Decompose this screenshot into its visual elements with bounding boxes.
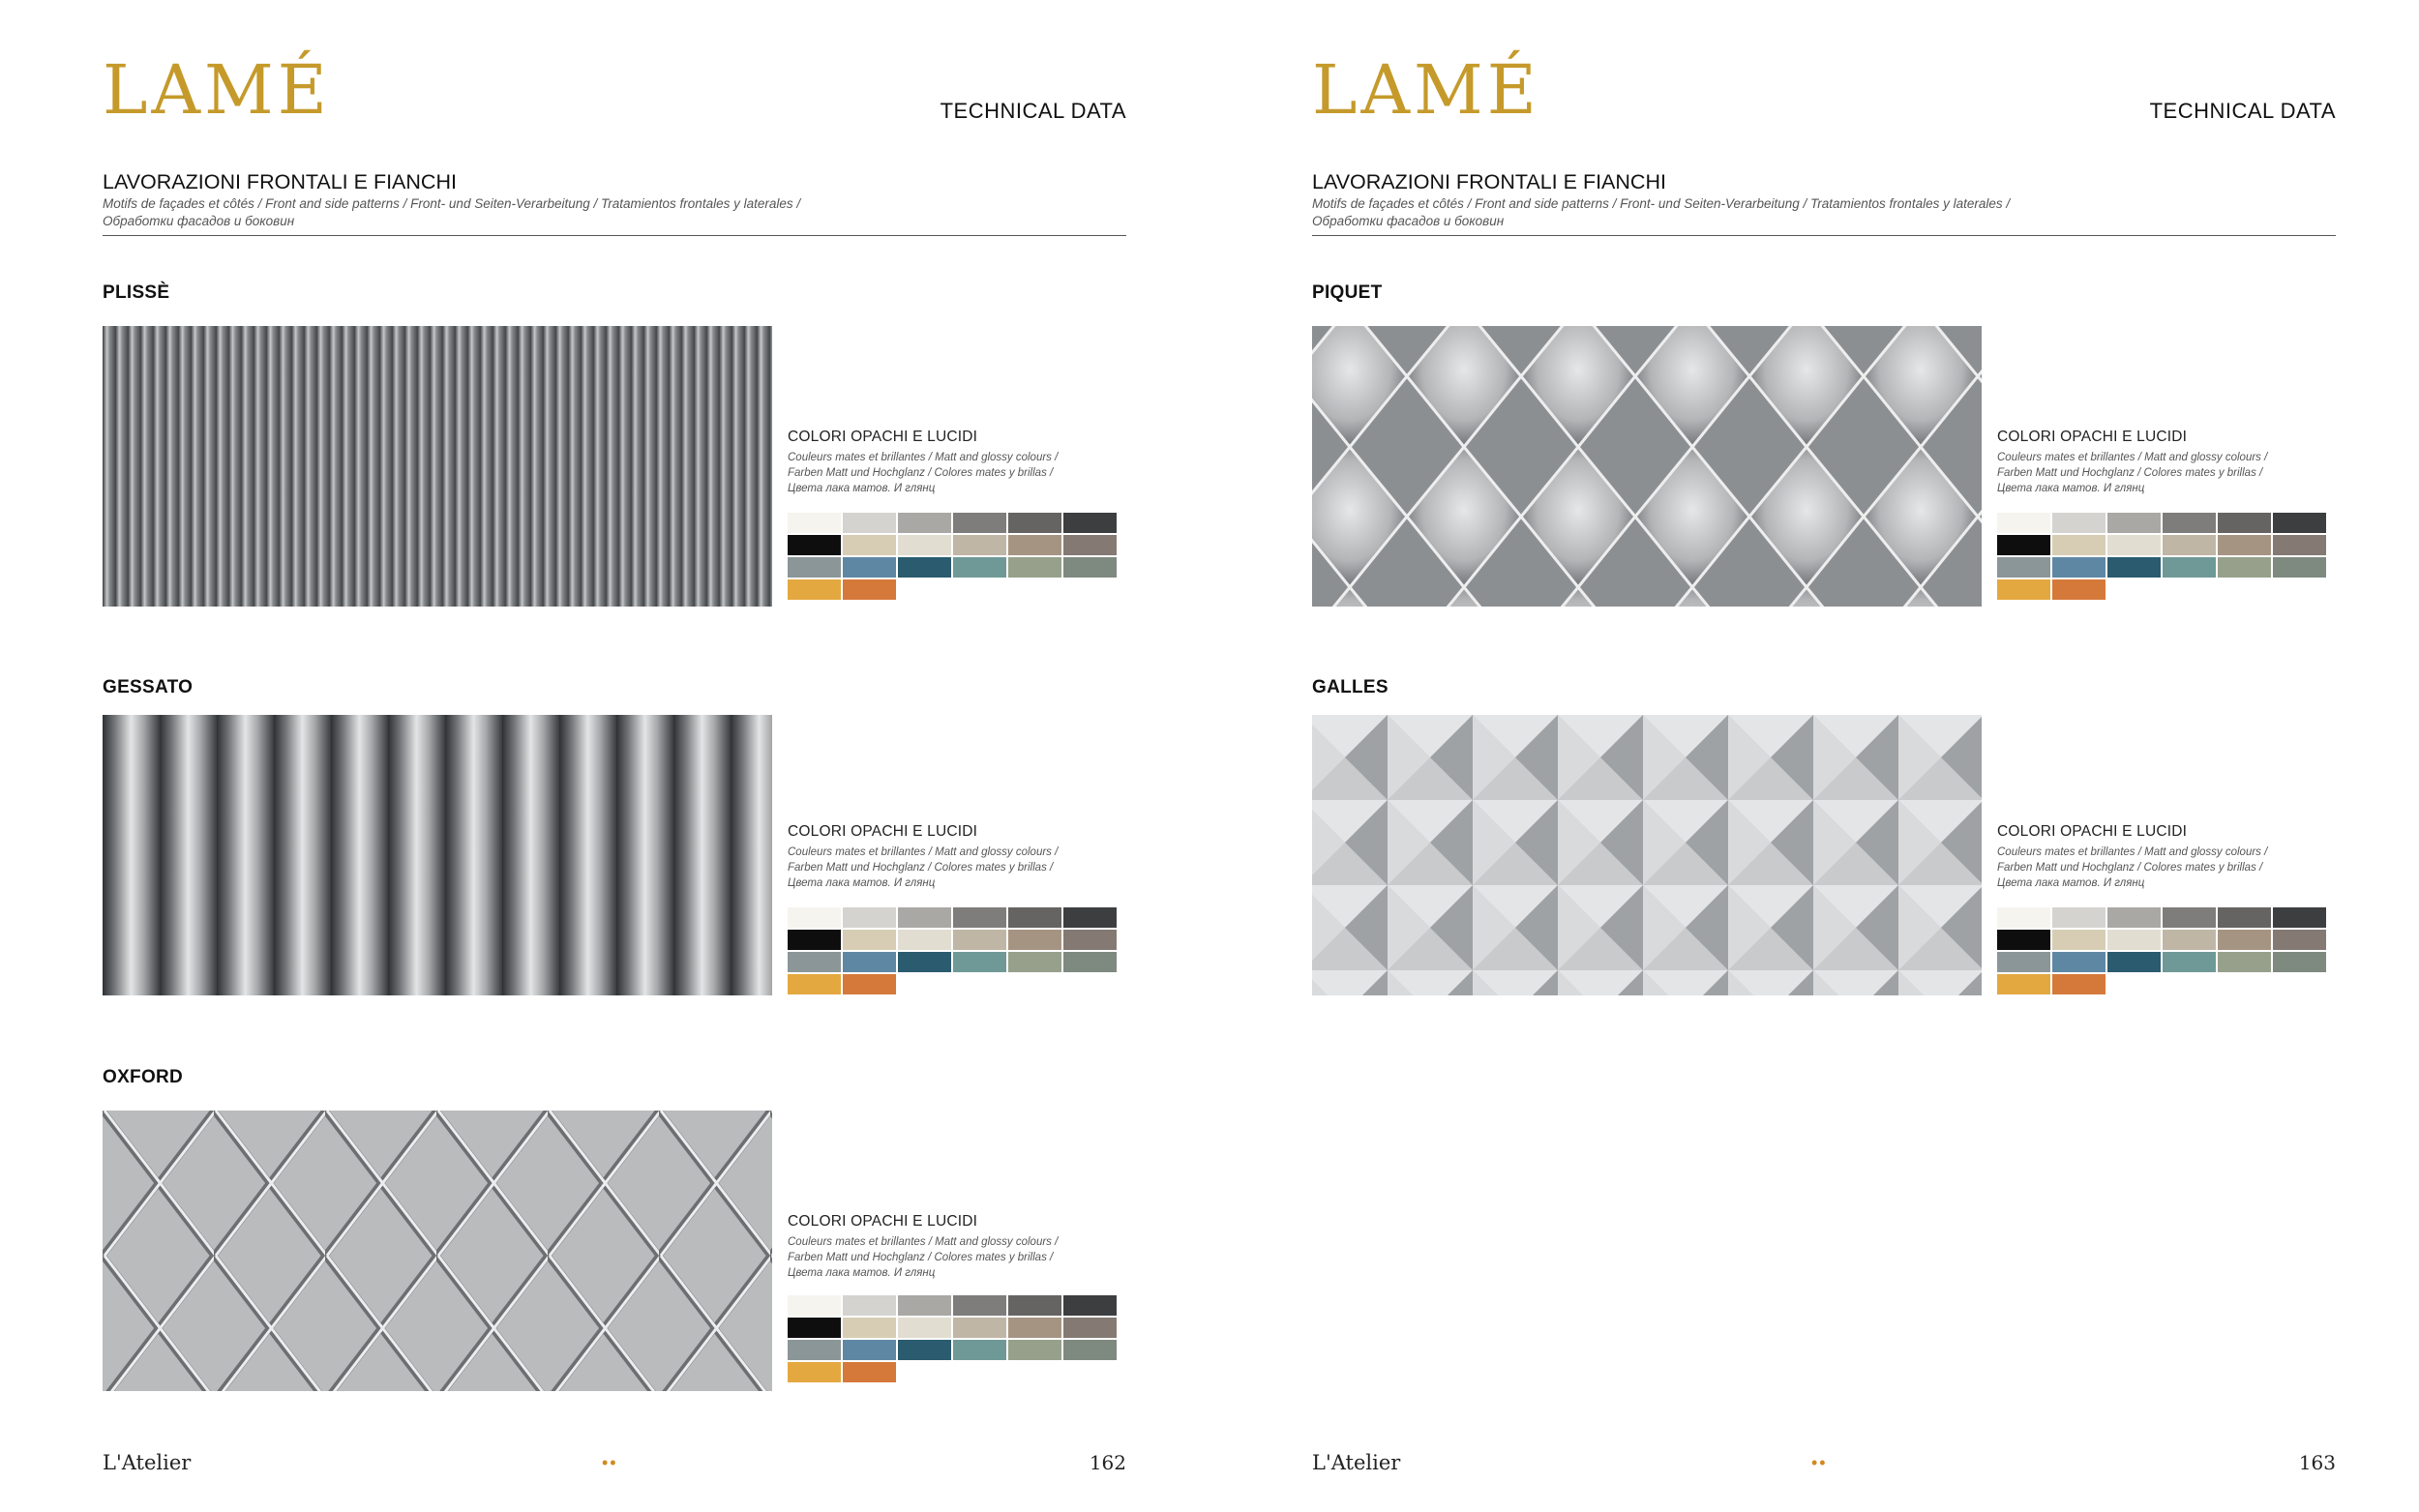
color-chip xyxy=(788,1318,841,1338)
color-chip xyxy=(788,557,841,578)
footer-dots: •• xyxy=(602,1453,618,1472)
color-chip xyxy=(1063,557,1117,578)
color-chip xyxy=(1063,907,1117,928)
color-chip xyxy=(953,513,1006,533)
page-number-left: 162 xyxy=(1089,1451,1126,1474)
brand-logo: LAMÉ xyxy=(1312,50,1540,130)
color-chip xyxy=(953,1295,1006,1316)
section-subtitle xyxy=(103,195,973,230)
colors-subtitle-line: Farben Matt und Hochglanz / Colores mates y brillas / xyxy=(1997,862,2263,874)
color-chip xyxy=(1063,513,1117,533)
divider xyxy=(103,235,1126,236)
color-chip xyxy=(898,1295,951,1316)
technical-data-heading: TECHNICAL DATA xyxy=(2149,99,2336,123)
color-chip xyxy=(1997,930,2050,950)
color-chip xyxy=(1008,1295,1061,1316)
colors-subtitle xyxy=(788,1234,1136,1281)
color-chip xyxy=(898,930,951,950)
pattern-image-plisse xyxy=(103,326,772,607)
footer-logo: L'Atelier xyxy=(103,1451,192,1474)
color-chip xyxy=(1997,974,2050,994)
color-chip xyxy=(2273,535,2326,555)
section-subtitle-line: Обработки фасадов и боковин xyxy=(1312,214,1505,228)
colors-title: COLORI OPACHI E LUCIDI xyxy=(788,823,978,840)
color-chip xyxy=(1008,513,1061,533)
color-chip xyxy=(2273,557,2326,578)
color-chip xyxy=(2107,930,2161,950)
color-chip xyxy=(2163,535,2216,555)
color-chip xyxy=(843,974,896,994)
color-chip xyxy=(843,535,896,555)
color-chip xyxy=(1008,1340,1061,1360)
color-panel-galles xyxy=(1997,823,2345,891)
color-chip xyxy=(953,952,1006,972)
color-chip xyxy=(2218,907,2271,928)
pattern-label-plisse: PLISSÈ xyxy=(103,282,170,303)
pattern-label-piquet: PIQUET xyxy=(1312,282,1383,303)
color-chip xyxy=(843,557,896,578)
colors-subtitle-line: Farben Matt und Hochglanz / Colores mates y brillas / xyxy=(788,467,1054,479)
pattern-image-piquet xyxy=(1312,326,1982,607)
color-chip xyxy=(2052,974,2105,994)
color-chip xyxy=(2163,930,2216,950)
color-chip xyxy=(788,1362,841,1382)
color-chip xyxy=(2107,557,2161,578)
color-chip xyxy=(2163,907,2216,928)
colors-subtitle-line: Farben Matt und Hochglanz / Colores mates y brillas / xyxy=(1997,467,2263,479)
color-chip xyxy=(1063,1295,1117,1316)
color-chip xyxy=(1063,1340,1117,1360)
color-chip xyxy=(953,1340,1006,1360)
pattern-image-oxford xyxy=(103,1111,772,1391)
color-chip xyxy=(843,930,896,950)
pattern-image-galles xyxy=(1312,715,1982,995)
color-chip xyxy=(788,1295,841,1316)
color-chip xyxy=(788,513,841,533)
color-chip xyxy=(788,952,841,972)
color-chip xyxy=(1063,1318,1117,1338)
color-chip xyxy=(1008,930,1061,950)
color-chip xyxy=(953,535,1006,555)
section-subtitle xyxy=(1312,195,2183,230)
footer-dots: •• xyxy=(1811,1453,1828,1472)
color-chip xyxy=(898,557,951,578)
colors-subtitle xyxy=(1997,450,2345,496)
color-chip xyxy=(1063,930,1117,950)
color-chip xyxy=(2218,513,2271,533)
color-chip xyxy=(1063,952,1117,972)
color-chip xyxy=(898,513,951,533)
pattern-label-oxford: OXFORD xyxy=(103,1067,184,1087)
color-chip xyxy=(843,907,896,928)
pattern-label-gessato: GESSATO xyxy=(103,677,194,697)
colors-subtitle-line: Couleurs mates et brillantes / Matt and glossy colours / xyxy=(788,1236,1059,1248)
colors-subtitle-line: Farben Matt und Hochglanz / Colores mates y brillas / xyxy=(788,1252,1054,1263)
color-chip xyxy=(2273,907,2326,928)
color-chip xyxy=(953,930,1006,950)
divider xyxy=(1312,235,2336,236)
color-chip xyxy=(843,1340,896,1360)
color-chip xyxy=(788,579,841,600)
color-panel-gessato xyxy=(788,823,1136,891)
color-chip xyxy=(2218,535,2271,555)
color-chip xyxy=(2107,907,2161,928)
color-chip xyxy=(2052,952,2105,972)
color-chip xyxy=(1008,907,1061,928)
colors-subtitle-line: Farben Matt und Hochglanz / Colores mates y brillas / xyxy=(788,862,1054,874)
color-chip xyxy=(2052,535,2105,555)
footer-logo: L'Atelier xyxy=(1312,1451,1401,1474)
color-chip xyxy=(843,1318,896,1338)
color-chip xyxy=(2273,952,2326,972)
color-chip xyxy=(788,1340,841,1360)
brand-logo: LAMÉ xyxy=(103,50,331,130)
color-chip xyxy=(1997,513,2050,533)
colors-subtitle-line: Цвета лака матов. И глянц xyxy=(788,483,936,494)
color-chip xyxy=(2107,535,2161,555)
colors-subtitle xyxy=(788,845,1136,891)
color-chip xyxy=(2052,579,2105,600)
color-chip xyxy=(788,974,841,994)
colors-subtitle-line: Цвета лака матов. И глянц xyxy=(788,877,936,889)
section-subtitle-line: Обработки фасадов и боковин xyxy=(103,214,295,228)
color-panel-piquet xyxy=(1997,429,2345,496)
colors-subtitle-line: Couleurs mates et brillantes / Matt and glossy colours / xyxy=(788,846,1059,858)
colors-subtitle-line: Couleurs mates et brillantes / Matt and glossy colours / xyxy=(788,452,1059,463)
color-chip xyxy=(2163,952,2216,972)
color-chip xyxy=(2107,952,2161,972)
color-chip xyxy=(2273,513,2326,533)
color-chip xyxy=(898,1340,951,1360)
color-chip xyxy=(843,513,896,533)
color-chip xyxy=(898,535,951,555)
color-chip xyxy=(2163,513,2216,533)
color-chip xyxy=(1997,579,2050,600)
color-chip xyxy=(1997,557,2050,578)
section-subtitle-line: Motifs de façades et côtés / Front and side patterns / Front- und Seiten-Verarbeitung / Tratamientos frontales y laterales / xyxy=(103,196,801,211)
color-chip xyxy=(2052,513,2105,533)
colors-subtitle-line: Couleurs mates et brillantes / Matt and glossy colours / xyxy=(1997,846,2268,858)
section-title: LAVORAZIONI FRONTALI E FIANCHI xyxy=(103,170,457,193)
color-chip xyxy=(953,907,1006,928)
colors-subtitle xyxy=(1997,845,2345,891)
colors-title: COLORI OPACHI E LUCIDI xyxy=(788,1213,978,1230)
color-panel-oxford xyxy=(788,1213,1136,1281)
color-chip xyxy=(788,907,841,928)
color-chip xyxy=(1997,535,2050,555)
technical-data-heading: TECHNICAL DATA xyxy=(940,99,1126,123)
color-chip xyxy=(2052,557,2105,578)
color-chip xyxy=(2218,557,2271,578)
colors-subtitle-line: Цвета лака матов. И глянц xyxy=(1997,483,2145,494)
color-chip xyxy=(843,1362,896,1382)
colors-title: COLORI OPACHI E LUCIDI xyxy=(1997,429,2188,445)
color-chip xyxy=(953,1318,1006,1338)
color-chip xyxy=(1008,952,1061,972)
color-chip xyxy=(788,930,841,950)
color-chip xyxy=(2052,930,2105,950)
color-chip xyxy=(843,952,896,972)
color-chip xyxy=(2273,930,2326,950)
color-chip xyxy=(2052,907,2105,928)
color-chip xyxy=(898,1318,951,1338)
pattern-image-gessato xyxy=(103,715,772,995)
color-chip xyxy=(788,535,841,555)
color-chip xyxy=(2218,952,2271,972)
color-chip xyxy=(1008,535,1061,555)
color-panel-plisse xyxy=(788,429,1136,496)
page-number-right: 163 xyxy=(2298,1451,2336,1474)
color-chip xyxy=(843,579,896,600)
color-chip xyxy=(1008,1318,1061,1338)
color-chip xyxy=(843,1295,896,1316)
colors-title: COLORI OPACHI E LUCIDI xyxy=(1997,823,2188,840)
color-chip xyxy=(1008,557,1061,578)
color-chip xyxy=(2218,930,2271,950)
colors-subtitle-line: Couleurs mates et brillantes / Matt and glossy colours / xyxy=(1997,452,2268,463)
colors-subtitle-line: Цвета лака матов. И глянц xyxy=(1997,877,2145,889)
color-chip xyxy=(1997,952,2050,972)
page-right xyxy=(1210,0,2419,1512)
pattern-label-galles: GALLES xyxy=(1312,677,1389,697)
color-chip xyxy=(2107,513,2161,533)
color-chip xyxy=(1997,907,2050,928)
colors-subtitle-line: Цвета лака матов. И глянц xyxy=(788,1267,936,1279)
color-chip xyxy=(953,557,1006,578)
color-chip xyxy=(898,952,951,972)
section-subtitle-line: Motifs de façades et côtés / Front and side patterns / Front- und Seiten-Verarbeitung / Tratamientos frontales y laterales / xyxy=(1312,196,2011,211)
colors-title: COLORI OPACHI E LUCIDI xyxy=(788,429,978,445)
colors-subtitle xyxy=(788,450,1136,496)
color-chip xyxy=(2163,557,2216,578)
color-chip xyxy=(898,907,951,928)
section-title: LAVORAZIONI FRONTALI E FIANCHI xyxy=(1312,170,1666,193)
color-chip xyxy=(1063,535,1117,555)
